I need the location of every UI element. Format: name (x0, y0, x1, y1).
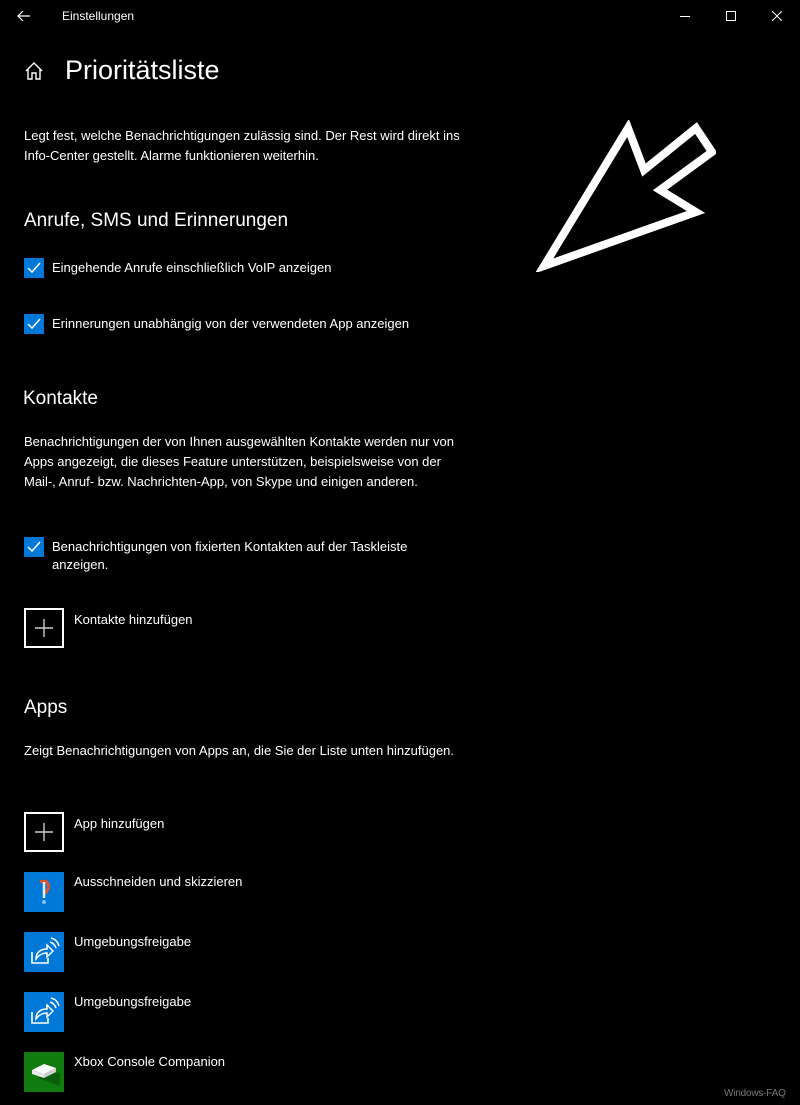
pointer-arrow-icon (536, 120, 716, 272)
app-name: Umgebungsfreigabe (74, 934, 192, 949)
title-bar (0, 0, 800, 32)
app-item-snip-sketch[interactable] (24, 872, 242, 912)
plus-icon (35, 823, 53, 841)
checkbox-row-reminders[interactable] (24, 314, 452, 334)
app-item-xbox-console-companion[interactable] (24, 1052, 225, 1092)
add-app-label: App hinzufügen (74, 816, 165, 831)
app-tile (24, 872, 64, 912)
app-name: Ausschneiden und skizzieren (74, 874, 243, 889)
back-button[interactable] (10, 4, 38, 28)
app-item-nearby-share[interactable] (24, 992, 191, 1032)
checkmark-icon (27, 262, 41, 274)
app-item-nearby-share[interactable] (24, 932, 191, 972)
nearby-share-icon (28, 936, 60, 968)
app-name: Umgebungsfreigabe (74, 994, 192, 1009)
add-contacts-button[interactable] (24, 608, 193, 648)
minimize-button[interactable] (662, 0, 708, 32)
arrow-left-icon (17, 10, 31, 22)
snip-sketch-icon (32, 878, 56, 906)
app-tile (24, 932, 64, 972)
checkbox-pinned-contacts[interactable] (24, 537, 44, 557)
checkbox-label: Benachrichtigungen von fixierten Kontakten auf der Taskleiste anzeigen. (52, 539, 408, 572)
app-title: Einstellungen (62, 9, 135, 23)
close-icon (772, 11, 782, 21)
minimize-icon (680, 11, 690, 21)
add-box[interactable] (24, 812, 64, 852)
checkbox-label: Eingehende Anrufe einschließlich VoIP anzeigen (52, 260, 332, 275)
close-button[interactable] (754, 0, 800, 32)
checkbox-incoming-calls[interactable] (24, 258, 44, 278)
section-title-calls: Anrufe, SMS und Erinnerungen (24, 210, 289, 231)
page-title: Prioritätsliste (65, 55, 220, 85)
checkbox-label: Erinnerungen unabhängig von der verwendeten App anzeigen (52, 316, 410, 331)
maximize-icon (726, 11, 736, 21)
add-app-button[interactable] (24, 812, 164, 852)
checkmark-icon (27, 541, 41, 553)
home-button[interactable] (24, 61, 46, 83)
home-icon (24, 61, 44, 81)
checkbox-reminders[interactable] (24, 314, 44, 334)
apps-description: Zeigt Benachrichtigungen von Apps an, die Sie der Liste unten hinzufügen. (24, 743, 455, 758)
add-contacts-label: Kontakte hinzufügen (74, 612, 193, 627)
xbox-console-icon (28, 1058, 60, 1086)
intro-description: Legt fest, welche Benachrichtigungen zulässig sind. Der Rest wird direkt ins Info-Center gestellt. Alarme funktionieren weiterhin. (24, 128, 460, 163)
plus-icon (35, 619, 53, 637)
watermark: Windows-FAQ (724, 1088, 786, 1099)
section-title-apps: Apps (24, 697, 68, 718)
nearby-share-icon (28, 996, 60, 1028)
app-tile (24, 992, 64, 1032)
maximize-button[interactable] (708, 0, 754, 32)
add-box[interactable] (24, 608, 64, 648)
checkbox-row-pinned-contacts[interactable] (24, 537, 442, 574)
checkmark-icon (27, 318, 41, 330)
section-title-contacts: Kontakte (23, 388, 98, 409)
app-tile (24, 1052, 64, 1092)
contacts-description: Benachrichtigungen der von Ihnen ausgewählten Kontakte werden nur von Apps angezeigt, die dieses Feature unterstützen, beispielsweise von der Mail-, Anruf- bzw. Nachrichten-App, von Skype und einigen anderen. (24, 434, 455, 489)
checkbox-row-incoming-calls[interactable] (24, 258, 452, 278)
app-name: Xbox Console Companion (74, 1054, 226, 1069)
